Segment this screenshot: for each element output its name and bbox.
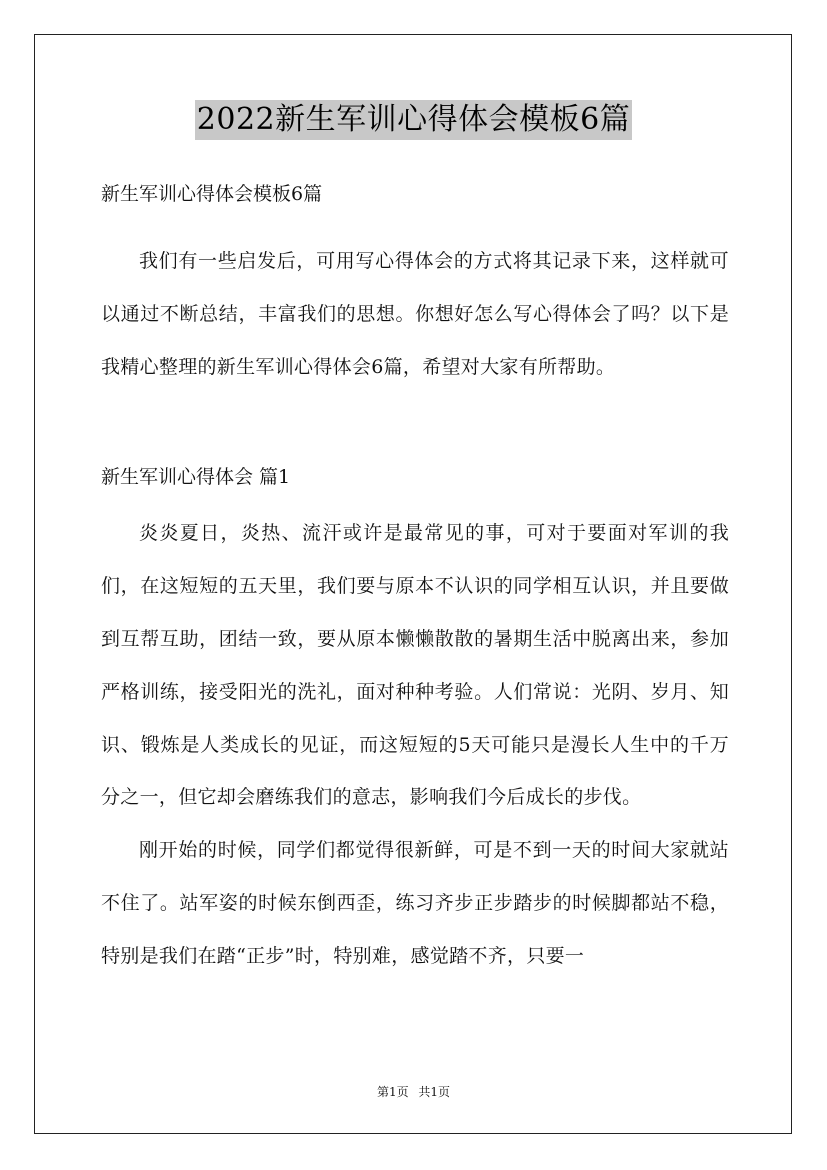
section-paragraph-1: 炎炎夏日，炎热、流汗或许是最常见的事，可对于要面对军训的我们，在这短短的五天里，我们要与原本不认识的同学相互认识，并且要做到互帮互助，团结一致，要从原本懒懒散散的暑期生活中脱离出来，参加严格训练，接受阳光的洗礼，面对种种考验。人们常说：光阴、岁月、知识、锻炼是人类成长的见证，而这短短的5天可能只是漫长人生中的千万分之一，但它却会磨练我们的意志，影响我们今后成长的步伐。 — [101, 522, 729, 809]
intro-paragraph: 我们有一些启发后，可用写心得体会的方式将其记录下来，这样就可以通过不断总结，丰富我们的思想。你想好怎么写心得体会了吗？以下是我精心整理的新生军训心得体会6篇，希望对大家有所帮助。 — [101, 250, 729, 378]
document-body — [101, 176, 729, 983]
document-subtitle: 新生军训心得体会模板6篇 — [101, 183, 323, 205]
document-title: 2022新生军训心得体会模板6篇 — [195, 100, 632, 140]
page-number: 第1页 — [376, 1085, 409, 1099]
title-container — [0, 100, 827, 140]
page-total: 共1页 — [418, 1085, 451, 1099]
section-paragraph-2: 刚开始的时候，同学们都觉得很新鲜，可是不到一天的时间大家就站不住了。站军姿的时候东倒西歪，练习齐步正步踏步的时候脚都站不稳，特别是我们在踏“正步”时，特别难，感觉踏不齐，只要一 — [101, 839, 729, 967]
page-footer — [0, 1084, 827, 1100]
section-heading: 新生军训心得体会 篇1 — [101, 466, 291, 489]
